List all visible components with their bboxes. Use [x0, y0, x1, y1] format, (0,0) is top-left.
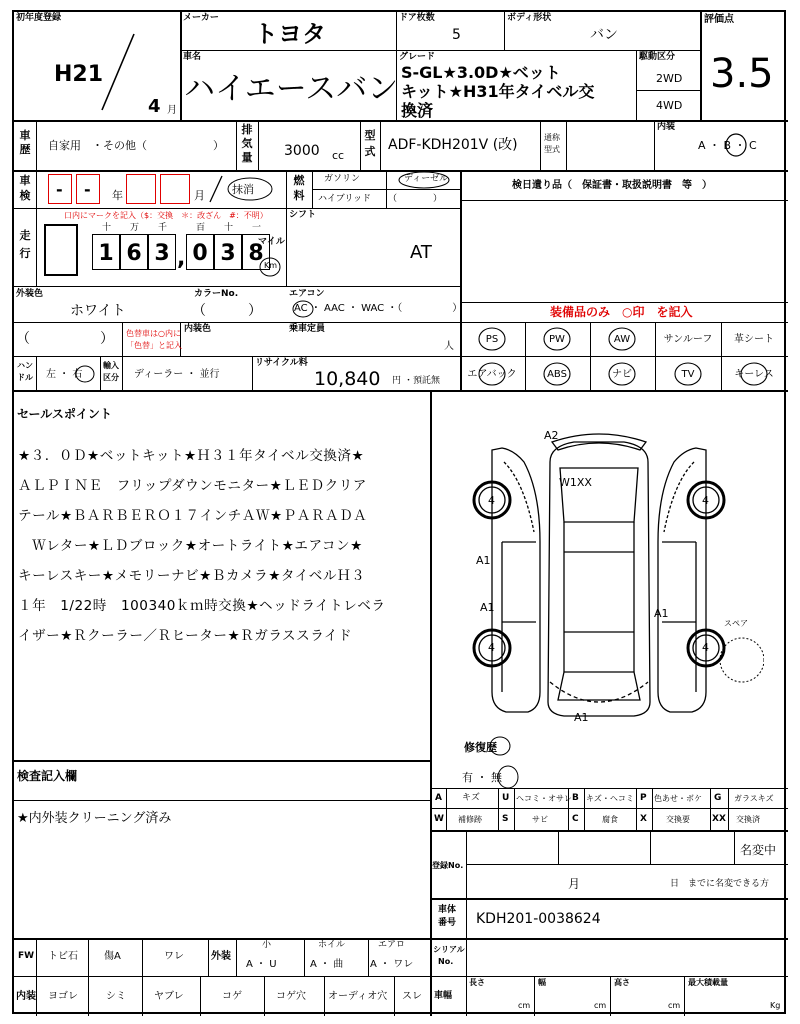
- equip-keyless: キーレス: [734, 369, 774, 380]
- fuel-hybrid-paren: （ ）: [388, 194, 443, 204]
- legend-r2-c5: XX: [712, 814, 726, 824]
- model-name-value: ハイエースバン: [184, 71, 399, 107]
- mileage-unit-3: 千: [158, 223, 168, 233]
- year-slash: [98, 32, 138, 112]
- repair-circle-top: [488, 734, 512, 758]
- mileage-digit-2: 6: [120, 234, 148, 270]
- exterior-label: 外装: [211, 951, 231, 962]
- maker-label: メーカー: [183, 13, 219, 23]
- int-item-5: コゲ穴: [276, 991, 306, 1002]
- legend-r1-d4: 色あせ・ボケ: [654, 794, 702, 803]
- serial-label-1: シリアル: [433, 945, 465, 954]
- handle-value: 左 ・ 右: [46, 369, 83, 380]
- registration-month-unit: 月: [568, 877, 581, 891]
- legend-r2-c4: X: [640, 814, 647, 824]
- legend-r1-c3: B: [572, 793, 579, 803]
- legend-r1-c5: G: [714, 793, 722, 803]
- recycle-unit: 円: [392, 376, 402, 386]
- equip-airbag: エアバック: [467, 369, 517, 380]
- equip-ps: PS: [485, 334, 499, 345]
- legend-r1-d3: キズ・ヘコミ: [586, 794, 634, 803]
- sales-line-4: Ｗレター★ＬＤブロック★オートライト★エアコン★: [18, 538, 363, 554]
- serial-label-2: No.: [438, 957, 454, 966]
- mileage-unit-5: 十: [224, 223, 234, 233]
- mark-spare: スペア: [724, 619, 748, 628]
- sales-line-6: １年 1/22時 100340ｋｍ時交換★ヘッドライトレベラ: [18, 598, 386, 614]
- mileage-digit-4: 0: [186, 234, 214, 270]
- equip-tv: TV: [681, 369, 695, 380]
- shift-label: シフト: [289, 210, 317, 220]
- mark-a1-bottom: A1: [574, 711, 589, 724]
- fw-item-1: トビ石: [48, 951, 78, 962]
- ext-small-title: 小: [262, 940, 272, 950]
- sales-point-label: セールスポイント: [17, 407, 112, 421]
- grade-line2: キット★H31年タイベル交: [401, 82, 595, 101]
- fuel-label-2: 料: [293, 189, 305, 202]
- year-reg-label: 初年度登録: [16, 13, 62, 23]
- height-label: 高さ: [614, 978, 630, 987]
- registration-name-change: 名変中: [740, 843, 777, 857]
- displacement-unit: cc: [332, 149, 345, 162]
- doors-value: 5: [452, 27, 461, 43]
- mileage-unit-1: 十: [102, 223, 112, 233]
- int-item-3: ヤブレ: [154, 991, 184, 1002]
- drive-label: 駆動区分: [639, 52, 676, 62]
- sales-line-7: イザー★Ｒクーラー／Ｒヒーター★Ｒガラススライド: [18, 628, 353, 644]
- inspection-dash-1: -: [56, 180, 63, 199]
- fw-item-2: 傷A: [104, 951, 121, 962]
- aircon-label: エアコン: [289, 289, 325, 299]
- model-name-label: 車名: [183, 52, 202, 62]
- aircon-value: AC ・ AAC ・ WAC ・（ ）: [294, 303, 463, 314]
- color-change-note-1: 色替車は○内に: [126, 329, 181, 338]
- year-reg-month-unit: 月: [167, 105, 177, 116]
- sales-line-2: ＡＬＰＩＮＥ フリップダウンモニター★ＬＥＤクリア: [18, 478, 367, 494]
- fuel-hybrid: ハイブリッド: [318, 194, 372, 204]
- sales-line-5: キーレスキー★メモリーナビ★Ｂカメラ★タイベルＨ３: [18, 568, 366, 584]
- recycle-label: リサイクル料: [255, 358, 308, 368]
- mark-a1-right: A1: [654, 607, 669, 620]
- inspection-label-1: 車: [19, 174, 31, 187]
- exterior-color-value: ホワイト: [70, 303, 126, 319]
- drive-opt-4wd: 4WD: [656, 99, 683, 112]
- grade-line1: S-GL★3.0D★ベット: [401, 63, 561, 82]
- handle-label-2: ドル: [17, 373, 33, 382]
- documents-label: 検日遺り品（ 保証書・取扱説明書 等 ）: [512, 180, 712, 191]
- recycle-note: ・預託無: [404, 376, 441, 386]
- capacity-label: 乗車定員: [289, 324, 326, 334]
- equip-sunroof: サンルーフ: [663, 334, 713, 345]
- interior-grade-circle: [724, 132, 748, 158]
- mark-a1-left-rear: A1: [480, 601, 495, 614]
- tire-label-4: 4: [702, 641, 709, 654]
- mileage-label-2: 行: [19, 247, 31, 260]
- model-code-label-1: 型: [364, 129, 376, 142]
- color-change-note-2: 「色替」と記入: [126, 341, 182, 350]
- interior-grade-label: 内装: [657, 122, 676, 132]
- exterior-color-label: 外装色: [16, 289, 44, 299]
- common-model-label-1: 通称: [544, 133, 560, 142]
- mileage-mile-label: マイル: [258, 237, 285, 247]
- handle-label-1: ハン: [17, 361, 33, 370]
- legend-r2-d4: 交換要: [666, 815, 690, 824]
- color-no-label: カラーNo.: [194, 289, 239, 299]
- displacement-label-1: 排: [241, 123, 253, 136]
- legend-r2-c3: C: [572, 814, 579, 824]
- model-code-value: ADF-KDH201V (改): [388, 137, 518, 153]
- grade-label: グレード: [399, 52, 436, 62]
- ext-aero-values: A ・ ワレ: [370, 959, 414, 970]
- mileage-unit-4: 百: [196, 223, 206, 233]
- int-item-4: コゲ: [222, 991, 242, 1002]
- max-load-label: 最大積載量: [688, 978, 728, 987]
- chassis-label-1: 車体: [438, 905, 457, 915]
- registration-label: 登録No.: [432, 861, 464, 870]
- interior-grade-options: A ・ B ・ C: [698, 139, 757, 152]
- equip-leather: 革シート: [734, 334, 774, 345]
- int-item-2: シミ: [106, 991, 126, 1002]
- aircon-circle: [291, 299, 315, 319]
- mileage-unit-6: 一: [252, 223, 262, 233]
- import-label-1: 輸入: [103, 361, 119, 370]
- equip-abs: ABS: [547, 369, 567, 380]
- legend-r1-d5: ガラスキズ: [734, 794, 774, 803]
- color-no-value: （ ）: [192, 303, 262, 319]
- mileage-digit-6: 8: [242, 234, 270, 270]
- displacement-label-2: 気: [241, 137, 253, 150]
- length-label: 長さ: [469, 978, 485, 987]
- sales-line-1: ★３．０Ｄ★ベットキット★Ｈ３１年タイベル交換済★: [18, 448, 365, 464]
- import-label-2: 区分: [103, 373, 119, 382]
- import-value: ディーラー ・ 並行: [134, 369, 220, 380]
- inspection-dash-2: -: [84, 180, 91, 199]
- equip-navi: ナビ: [612, 369, 632, 380]
- inspector-label: 検査記入欄: [17, 769, 78, 783]
- mileage-km-circle: [258, 256, 282, 278]
- ext-small-values: A ・ U: [246, 959, 277, 970]
- year-reg-era: H21: [54, 62, 104, 87]
- maker-value: トヨタ: [254, 20, 326, 48]
- ext-wheel-values: A ・ 曲: [310, 959, 344, 970]
- legend-r2-d3: 腐食: [602, 815, 618, 824]
- width-unit: cm: [594, 1001, 607, 1010]
- mark-a1-left-front: A1: [476, 554, 491, 567]
- grade-line3: 換済: [401, 101, 434, 120]
- inspection-none-label: 抹消: [232, 183, 254, 196]
- drive-opt-2wd: 2WD: [656, 72, 683, 85]
- history-value: 自家用 ・その他（ ）: [48, 139, 224, 152]
- mileage-comma: ,: [177, 246, 186, 271]
- tire-label-3: 4: [488, 641, 495, 654]
- interior-color-label: 内装色: [184, 324, 212, 334]
- tire-label-2: 4: [702, 494, 709, 507]
- int-item-7: スレ: [402, 991, 422, 1002]
- mileage-note: 口内にマークを記入（$：交換 ＊：改ざん #：不明）: [64, 211, 268, 220]
- fuel-diesel-circle: [396, 170, 452, 190]
- capacity-unit: 人: [444, 341, 454, 352]
- legend-r2-d1: 補修跡: [458, 815, 482, 824]
- registration-day-note: 日 までに名変できる方: [670, 879, 770, 889]
- fw-label: FW: [18, 951, 35, 961]
- sales-line-3: テール★ＢＡＲＢＥＲＯ１７インチＡＷ★ＰＡＲＡＤＡ: [18, 508, 368, 524]
- ext-wheel-title: ホイル: [318, 940, 346, 950]
- chassis-label-2: 番号: [438, 918, 457, 928]
- legend-r2-c2: S: [502, 814, 509, 824]
- common-model-label-2: 型式: [544, 145, 560, 154]
- inspection-none-circle: [224, 176, 278, 202]
- inspector-value: ★内外装クリーニング済み: [17, 811, 172, 826]
- repair-label: 修復歴: [464, 741, 497, 754]
- body-shape-value: バン: [590, 27, 618, 43]
- recycle-value: 10,840: [314, 368, 381, 390]
- height-unit: cm: [668, 1001, 681, 1010]
- inspection-slash: [206, 174, 226, 204]
- chassis-value: KDH201-0038624: [476, 911, 601, 927]
- mileage-digit-1: 1: [92, 234, 120, 270]
- history-label-2: 歴: [19, 143, 31, 156]
- color-change-paren: （ ）: [16, 331, 114, 347]
- fuel-label-1: 燃: [293, 174, 305, 187]
- mileage-digit-3: 3: [148, 234, 176, 270]
- equipment-circles: [460, 322, 788, 390]
- doors-label: ドア枚数: [399, 13, 435, 23]
- width-label: 幅: [538, 978, 546, 987]
- displacement-label-3: 量: [241, 151, 253, 164]
- mileage-label-1: 走: [19, 229, 31, 242]
- legend-r2-d5: 交換済: [736, 815, 760, 824]
- legend-r1-d2: ヘコミ・オサレ: [516, 794, 572, 803]
- repair-none-circle: [496, 764, 520, 790]
- fuel-diesel: ディーゼル: [404, 174, 449, 184]
- max-load-unit: Kg: [770, 1001, 781, 1010]
- mileage-digit-5: 3: [214, 234, 242, 270]
- int-item-1: ヨゴレ: [48, 991, 78, 1002]
- equip-pw: PW: [549, 334, 565, 345]
- legend-r1-d1: キズ: [462, 793, 480, 803]
- legend-r1-c4: P: [640, 793, 647, 803]
- legend-r1-c1: A: [435, 793, 442, 803]
- inspection-year-unit: 年: [112, 189, 123, 202]
- legend-r2-c1: W: [434, 814, 444, 824]
- mileage-unit-2: 万: [130, 223, 140, 233]
- displacement-value: 3000: [284, 143, 320, 159]
- auction-sheet: [12, 10, 786, 1014]
- shift-value: AT: [410, 242, 432, 263]
- repair-options: 有 ・ 無: [462, 771, 502, 784]
- year-reg-month: 4: [148, 96, 161, 117]
- legend-r2-d2: サビ: [532, 815, 548, 824]
- score-value: 3.5: [710, 51, 774, 97]
- body-shape-label: ボディ形状: [507, 13, 552, 23]
- score-label: 評価点: [704, 14, 734, 25]
- mileage-km-label: Km: [264, 261, 278, 270]
- tire-label-1: 4: [488, 494, 495, 507]
- fw-item-3: ワレ: [164, 951, 184, 962]
- inspection-label-2: 検: [19, 189, 31, 202]
- car-damage-diagram: [444, 422, 764, 722]
- model-code-label-2: 式: [364, 145, 376, 158]
- interior-label: 内装: [16, 991, 36, 1002]
- length-unit: cm: [518, 1001, 531, 1010]
- equip-aw: AW: [613, 334, 631, 345]
- legend-r1-c2: U: [502, 793, 510, 803]
- mark-a2-top: A2: [544, 429, 559, 442]
- dims-label: 車幅: [434, 991, 453, 1001]
- handle-circle: [74, 364, 96, 384]
- inspection-month-unit: 月: [194, 189, 205, 202]
- history-label-1: 車: [19, 129, 31, 142]
- fuel-gasoline: ガソリン: [324, 174, 361, 184]
- ext-aero-title: エアロ: [378, 940, 406, 950]
- equipment-header: 装備品のみ ○印 を記入: [550, 305, 693, 319]
- int-item-6: オーディオ穴: [328, 991, 388, 1002]
- mark-w1: W1XX: [559, 476, 592, 489]
